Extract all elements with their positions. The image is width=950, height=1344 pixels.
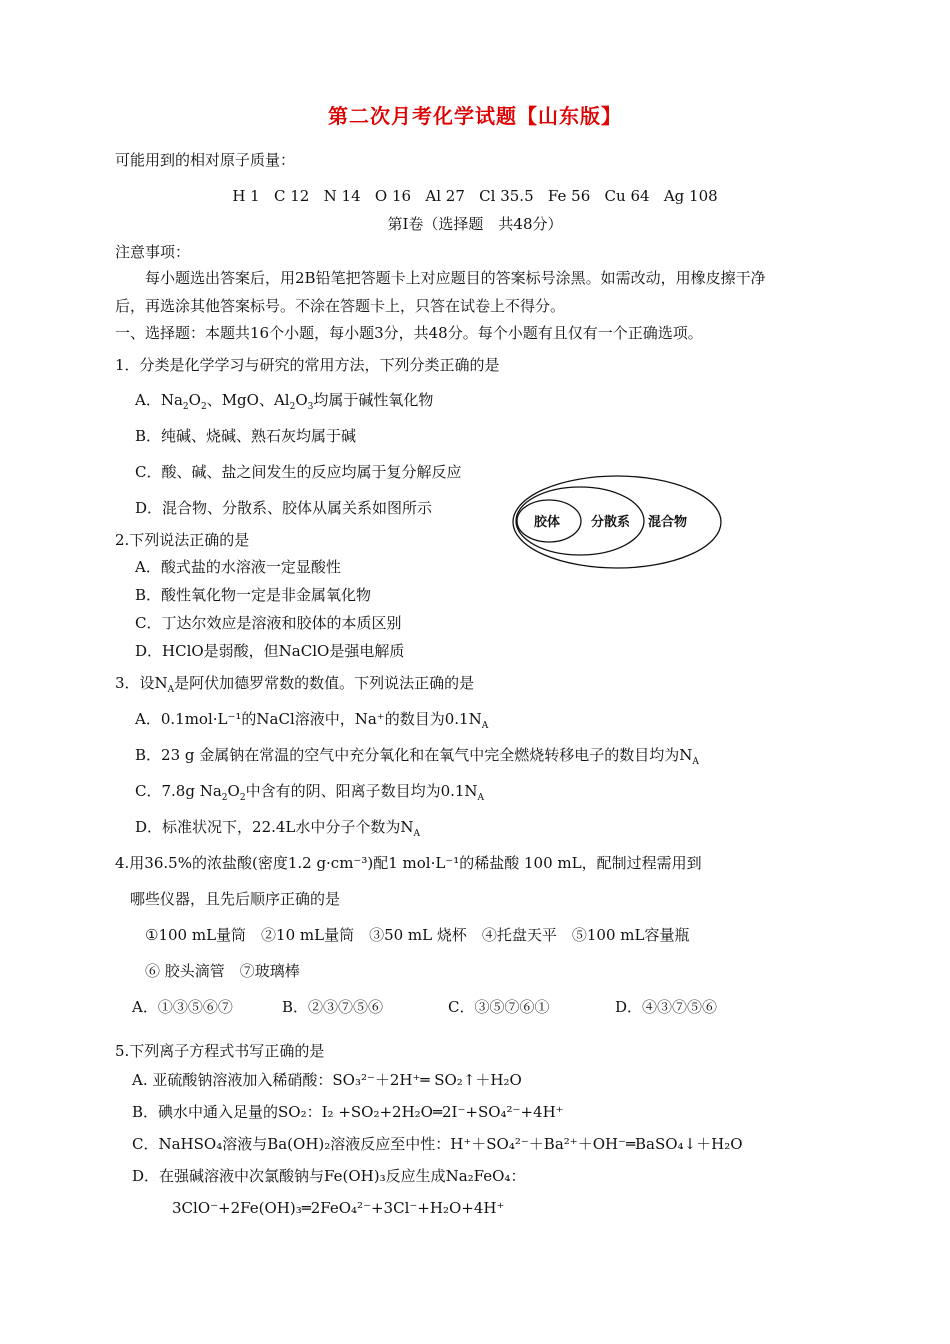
q5-stem: 5.下列离子方程式书写正确的是 <box>115 1042 325 1060</box>
q5-option-c: C．NaHSO₄溶液与Ba(OH)₂溶液反应至中性：H⁺＋SO₄²⁻＋Ba²⁺＋OH⁻═BaSO₄↓＋H₂O <box>132 1135 743 1153</box>
q3-c-sub: 2 <box>239 793 246 803</box>
q3-stem-part: 3．设N <box>115 674 168 692</box>
q5-option-d-equation: 3ClO⁻+2Fe(OH)₃═2FeO₄²⁻+3Cl⁻+H₂O+4H⁺ <box>172 1199 505 1217</box>
diagram-label-outer: 混合物 <box>648 515 688 530</box>
notice-line-1: 每小题选出答案后，用2B铅笔把答题卡上对应题目的答案标号涂黑。如需改动，用橡皮擦干净 <box>145 269 766 287</box>
section-title: 第Ⅰ卷（选择题 共48分） <box>387 215 563 233</box>
q3-stem-sub: A <box>167 685 175 695</box>
q3-b-sub: A <box>692 757 699 767</box>
q1-option-a <box>135 390 433 410</box>
q3-option-a <box>135 709 488 729</box>
q1-stem: 1．分类是化学学习与研究的常用方法，下列分类正确的是 <box>115 356 500 374</box>
q3-d-text: D．标准状况下，22.4L水中分子个数为N <box>135 818 414 836</box>
q3-option-d <box>135 817 420 837</box>
classification-diagram <box>512 474 722 570</box>
atomic-masses-text: H 1 C 12 N 14 O 16 Al 27 Cl 35.5 Fe 56 Cu 64 Ag 108 <box>232 187 718 205</box>
q5-option-b: B．碘水中通入足量的SO₂：I₂ +SO₂+2H₂O═2I⁻+SO₄²⁻+4H⁺ <box>132 1103 564 1121</box>
q3-c-sub: 2 <box>221 793 228 803</box>
q2-option-b: B．酸性氧化物一定是非金属氧化物 <box>135 586 372 604</box>
q1-a-sub: 2 <box>182 402 189 412</box>
q1-option-c: C．酸、碱、盐之间发生的反应均属于复分解反应 <box>135 463 462 481</box>
q3-c-part: O <box>227 782 240 800</box>
q2-option-a: A．酸式盐的水溶液一定显酸性 <box>135 558 341 576</box>
q3-stem <box>115 673 474 693</box>
notice-label: 注意事项： <box>115 243 191 261</box>
part1-intro: 一、选择题：本题共16个小题，每小题3分，共48分。每个小题有且仅有一个正确选项。 <box>115 324 703 342</box>
q4-stem-line-2: 哪些仪器，且先后顺序正确的是 <box>130 890 341 908</box>
q4-items-line-1: ①100 mL量筒 ②10 mL量筒 ③50 mL 烧杯 ④托盘天平 ⑤100 mL容量瓶 <box>145 926 690 944</box>
q1-a-sub: 2 <box>289 402 296 412</box>
q3-stem-part: 是阿伏加德罗常数的数值。下列说法正确的是 <box>174 674 475 692</box>
notice-line-2: 后，再选涂其他答案标号。不涂在答题卡上，只答在试卷上不得分。 <box>115 297 566 315</box>
q4-stem-line-1: 4.用36.5%的浓盐酸(密度1.2 g·cm⁻³)配1 mol·L⁻¹的稀盐酸 100 mL，配制过程需用到 <box>115 854 702 872</box>
q4-option-c: C．③⑤⑦⑥① <box>448 998 550 1016</box>
atomic-masses <box>0 186 950 206</box>
q1-a-part: 、MgO、Al <box>206 391 290 409</box>
q5-option-a: A. 亚硫酸钠溶液加入稀硝酸：SO₃²⁻＋2H⁺═ SO₂↑＋H₂O <box>132 1071 522 1089</box>
atomic-mass-label: 可能用到的相对原子质量： <box>115 151 296 169</box>
q1-a-part: 均属于碱性氧化物 <box>313 391 434 409</box>
q1-a-part: O <box>188 391 201 409</box>
q1-option-b: B．纯碱、烧碱、熟石灰均属于碱 <box>135 427 357 445</box>
q3-option-c <box>135 781 484 801</box>
diagram-label-middle: 分散系 <box>591 515 631 530</box>
q3-a-text: A．0.1mol·L⁻¹的NaCl溶液中，Na⁺的数目为0.1N <box>135 710 482 728</box>
q4-option-b: B．②③⑦⑤⑥ <box>282 998 384 1016</box>
page-title: 第二次月考化学试题【山东版】 <box>328 104 622 128</box>
q4-option-d: D．④③⑦⑤⑥ <box>615 998 718 1016</box>
q1-a-part: O <box>295 391 308 409</box>
q1-a-sub: 3 <box>307 402 314 412</box>
q3-d-sub: A <box>413 829 421 839</box>
q2-stem: 2.下列说法正确的是 <box>115 531 250 549</box>
q3-b-text: B．23 g 金属钠在常温的空气中充分氧化和在氧气中完全燃烧转移电子的数目均为N <box>135 746 693 764</box>
q3-option-b <box>135 745 699 765</box>
q3-c-part: 中含有的阴、阳离子数目均为0.1N <box>245 782 478 800</box>
q4-items-line-2: ⑥ 胶头滴管 ⑦玻璃棒 <box>145 962 300 980</box>
q2-option-d: D．HClO是弱酸，但NaClO是强电解质 <box>135 642 405 660</box>
q1-a-part: A．Na <box>135 391 183 409</box>
q3-a-sub: A <box>481 721 489 731</box>
diagram-label-inner: 胶体 <box>534 515 561 530</box>
q2-option-c: C．丁达尔效应是溶液和胶体的本质区别 <box>135 614 402 632</box>
q1-a-sub: 2 <box>200 402 207 412</box>
q3-c-sub: A <box>477 793 485 803</box>
q1-option-d: D．混合物、分散系、胶体从属关系如图所示 <box>135 499 433 517</box>
q4-option-a: A．①③⑤⑥⑦ <box>132 998 233 1016</box>
q3-c-part: C．7.8g Na <box>135 782 222 800</box>
q5-option-d: D．在强碱溶液中次氯酸钠与Fe(OH)₃反应生成Na₂FeO₄： <box>132 1167 526 1185</box>
